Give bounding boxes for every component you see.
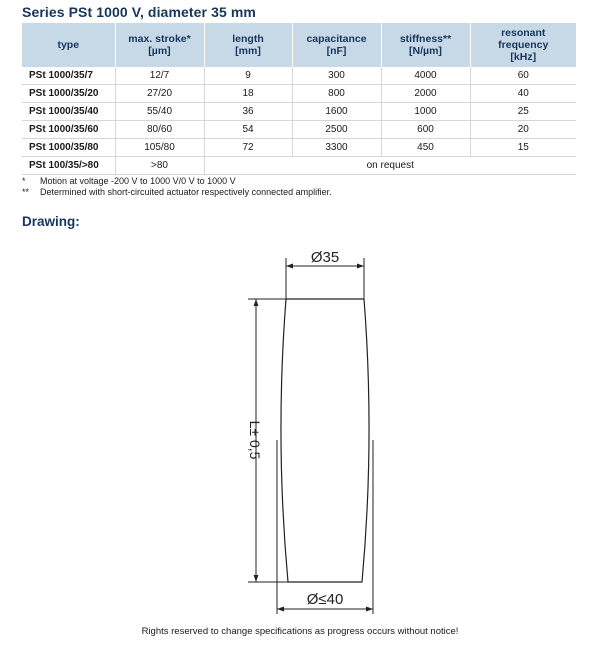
value-cell: 300 <box>292 67 381 85</box>
value-cell: 36 <box>204 103 292 121</box>
value-cell: 800 <box>292 85 381 103</box>
type-cell: PSt 1000/35/20 <box>22 85 115 103</box>
value-cell: 2500 <box>292 121 381 139</box>
page-title: Series PSt 1000 V, diameter 35 mm <box>22 4 256 20</box>
column-header: type <box>22 23 115 67</box>
value-cell: 15 <box>470 139 576 157</box>
footnote-text: Determined with short-circuited actuator respectively connected amplifier. <box>40 187 332 197</box>
value-cell: 9 <box>204 67 292 85</box>
column-header: resonant frequency [kHz] <box>470 23 576 67</box>
type-cell: PSt 1000/35/40 <box>22 103 115 121</box>
value-cell: 600 <box>381 121 470 139</box>
column-header: length [mm] <box>204 23 292 67</box>
value-cell: 18 <box>204 85 292 103</box>
type-cell: PSt 1000/35/80 <box>22 139 115 157</box>
value-cell: 3300 <box>292 139 381 157</box>
column-header: capacitance [nF] <box>292 23 381 67</box>
value-cell: >80 <box>115 157 204 175</box>
type-cell: PSt 1000/35/7 <box>22 67 115 85</box>
on-request-cell: on request <box>204 157 576 175</box>
actuator-body-outline <box>281 299 369 582</box>
footnote-text: Motion at voltage -200 V to 1000 V/0 V to 1000 V <box>40 176 236 186</box>
value-cell: 54 <box>204 121 292 139</box>
bottom-diameter-label: Ø≤40 <box>306 591 344 608</box>
column-header: stiffness** [N/µm] <box>381 23 470 67</box>
type-cell: PSt 100/35/>80 <box>22 157 115 175</box>
disclaimer: Rights reserved to change specifications as progress occurs without notice! <box>141 626 459 637</box>
value-cell: 25 <box>470 103 576 121</box>
value-cell: 1000 <box>381 103 470 121</box>
footnote-mark: * <box>22 176 26 186</box>
value-cell: 4000 <box>381 67 470 85</box>
value-cell: 60 <box>470 67 576 85</box>
value-cell: 72 <box>204 139 292 157</box>
value-cell: 80/60 <box>115 121 204 139</box>
top-diameter-label: Ø35 <box>310 249 340 266</box>
value-cell: 27/20 <box>115 85 204 103</box>
value-cell: 12/7 <box>115 67 204 85</box>
type-cell: PSt 1000/35/60 <box>22 121 115 139</box>
drawing-heading: Drawing: <box>22 214 80 229</box>
length-label: L± 0,5 <box>247 420 263 460</box>
value-cell: 20 <box>470 121 576 139</box>
value-cell: 450 <box>381 139 470 157</box>
value-cell: 2000 <box>381 85 470 103</box>
value-cell: 40 <box>470 85 576 103</box>
value-cell: 105/80 <box>115 139 204 157</box>
column-header: max. stroke* [µm] <box>115 23 204 67</box>
value-cell: 55/40 <box>115 103 204 121</box>
footnote-mark: ** <box>22 187 30 197</box>
value-cell: 1600 <box>292 103 381 121</box>
